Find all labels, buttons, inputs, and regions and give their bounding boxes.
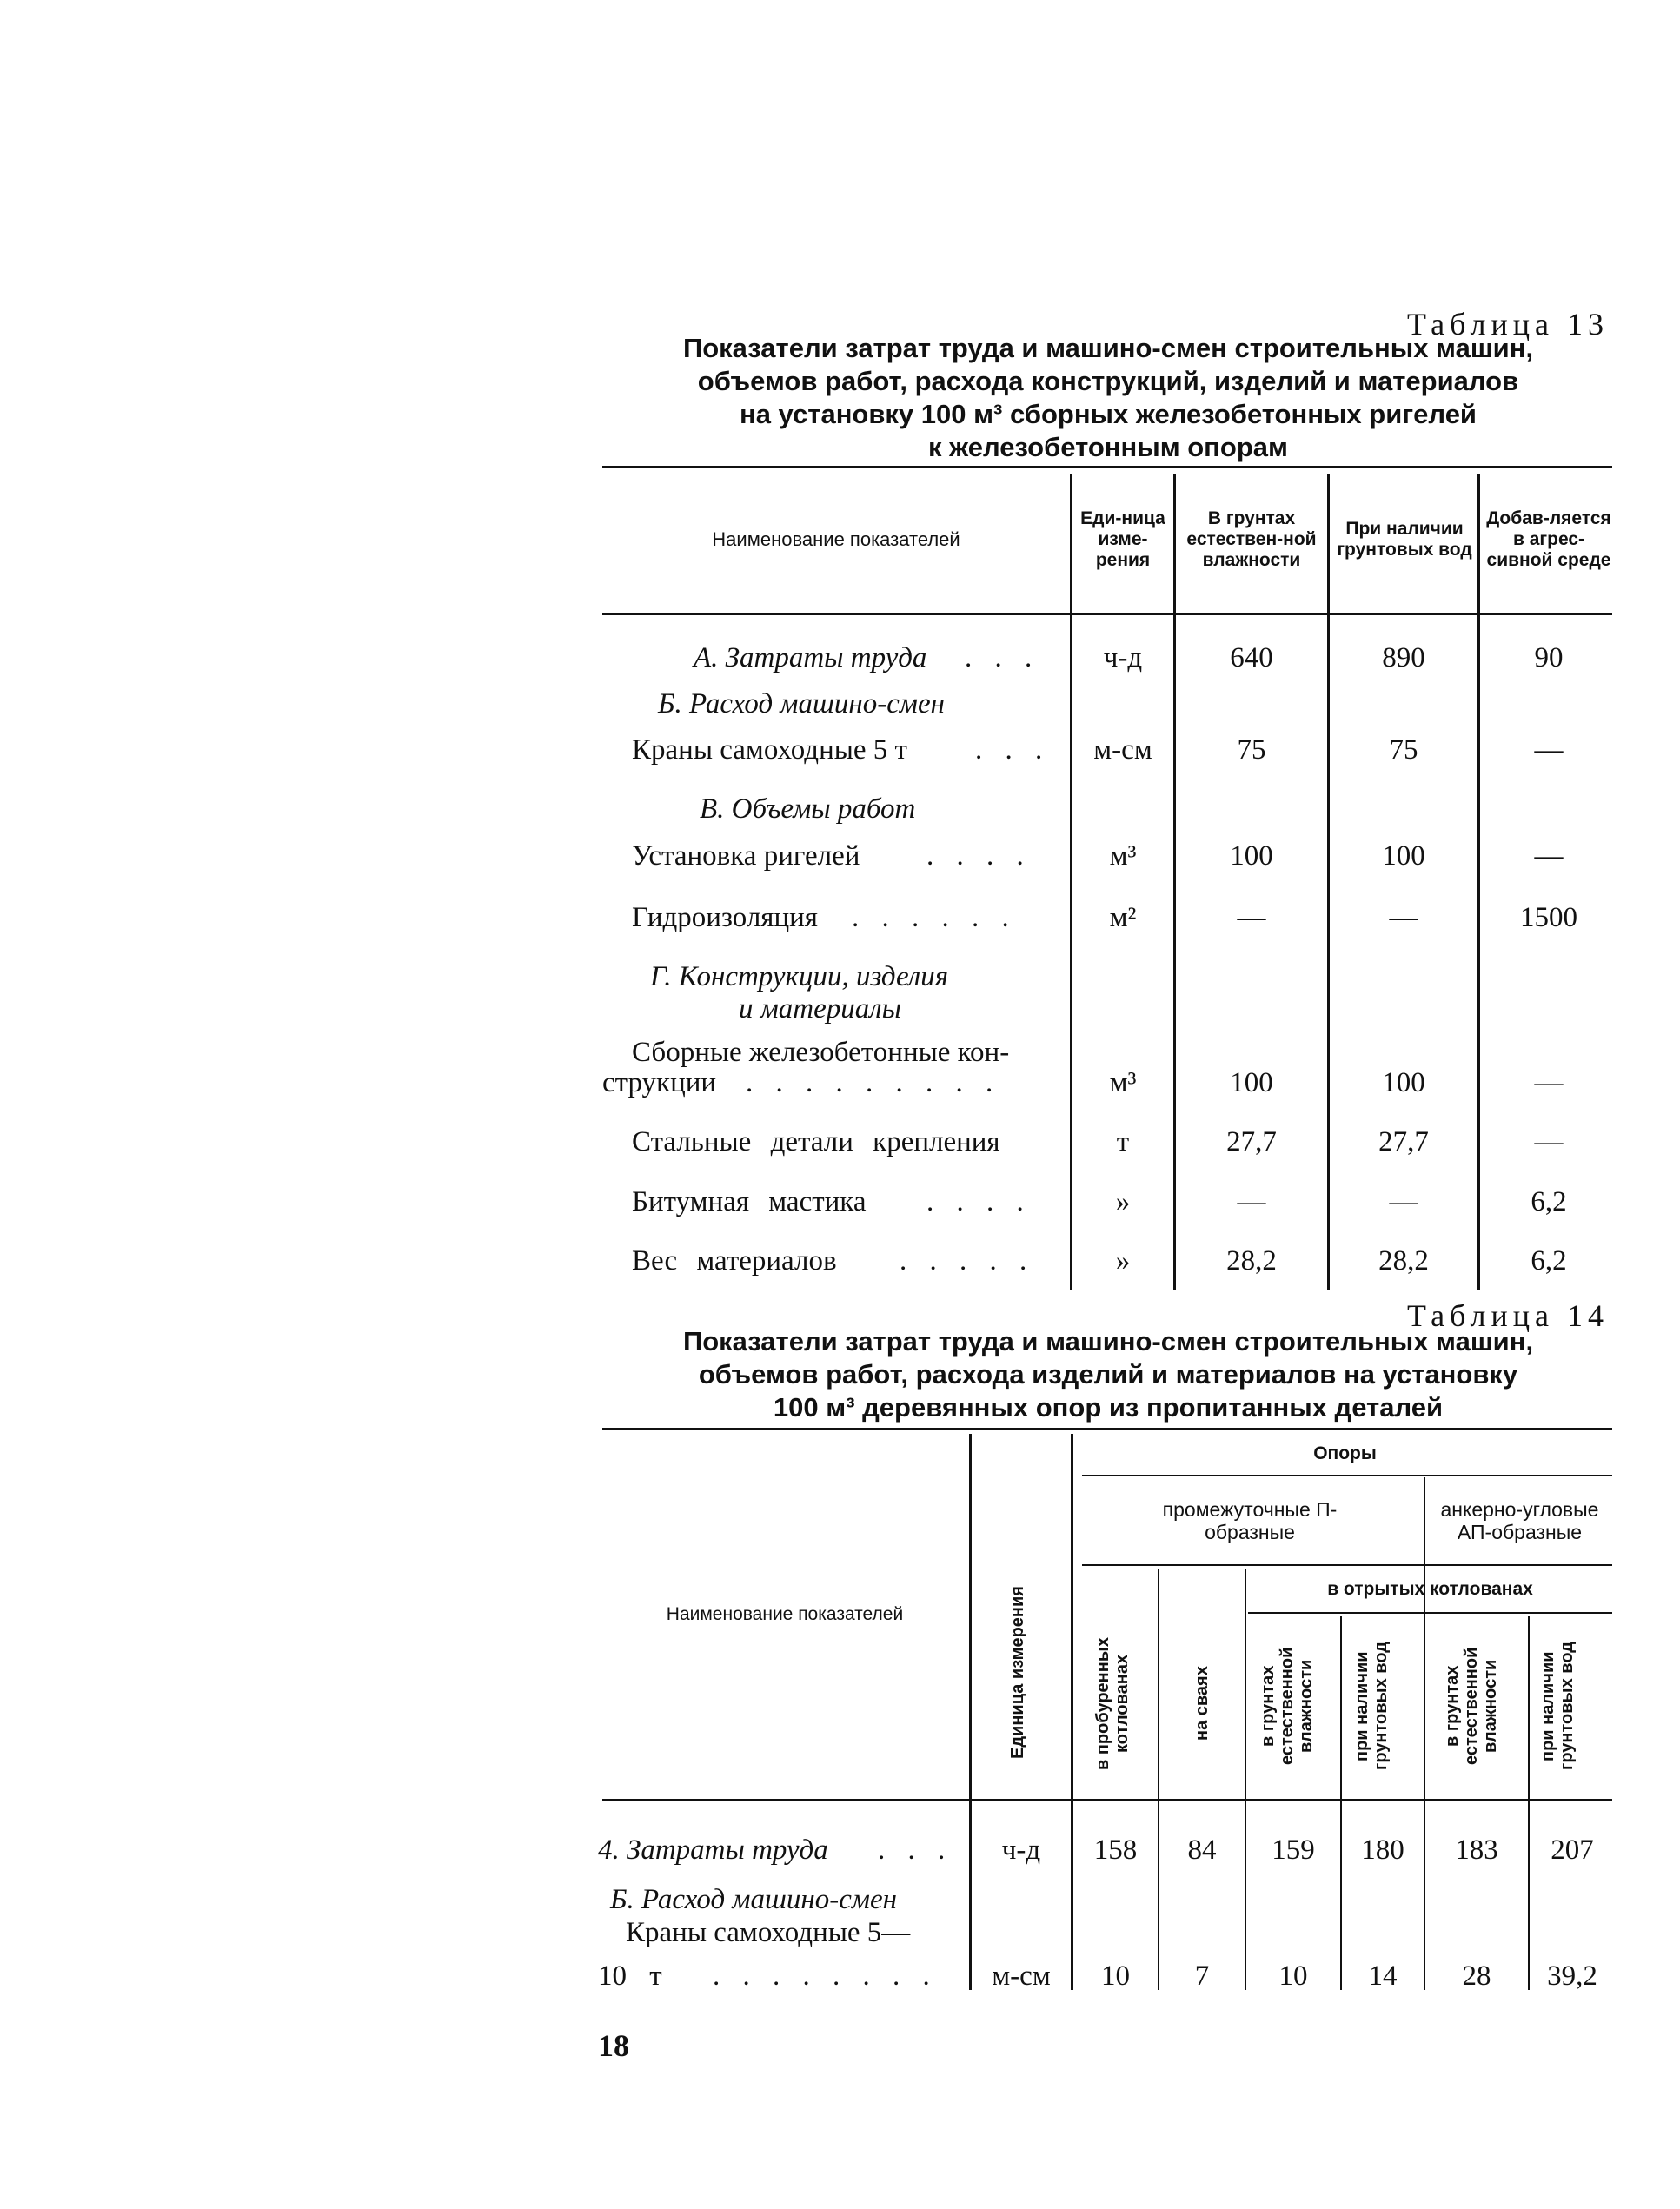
row-leader-dots: . . . .	[926, 1186, 1032, 1217]
cell-value: 14	[1368, 1960, 1398, 1992]
column-divider	[1070, 474, 1072, 1290]
cell-aggressive: —	[1534, 1126, 1564, 1158]
cell-groundwater: —	[1389, 902, 1418, 933]
cell-aggressive: —	[1534, 1067, 1564, 1098]
caption-line: на установку 100 м³ сборных железобетонных ригелей	[739, 399, 1477, 429]
row-name: 10 т	[598, 1960, 662, 1992]
table-13-top-rule	[602, 466, 1612, 468]
cell-unit: »	[1115, 1245, 1131, 1277]
header-natural-moisture: В грунтах естествен-ной влажности	[1186, 508, 1317, 570]
rule-under-supports	[1082, 1475, 1612, 1476]
row-name: Вес материалов	[632, 1245, 837, 1277]
cell-aggressive: —	[1534, 840, 1564, 872]
table-13-label: Таблица 13	[1407, 307, 1609, 342]
cell-unit: м²	[1109, 902, 1137, 933]
cell-natural: 27,7	[1226, 1126, 1277, 1158]
cell-unit: т	[1116, 1126, 1130, 1158]
cell-value: 84	[1187, 1834, 1217, 1866]
cell-value: 10	[1101, 1960, 1130, 1992]
page-number: 18	[598, 2028, 629, 2063]
cell-aggressive: 1500	[1520, 902, 1577, 933]
cell-aggressive: 6,2	[1531, 1186, 1567, 1217]
section-heading: и материалы	[739, 993, 902, 1025]
column-divider	[969, 1434, 972, 1990]
rule-under-types	[1082, 1564, 1612, 1566]
cell-groundwater: 27,7	[1378, 1126, 1429, 1158]
cell-aggressive: 6,2	[1531, 1245, 1567, 1277]
cell-groundwater: 28,2	[1378, 1245, 1429, 1277]
caption-line: Показатели затрат труда и машино-смен строительных машин,	[682, 1326, 1534, 1357]
cell-groundwater: 75	[1389, 734, 1418, 766]
header-anc-natural: в грунтах естественной влажности	[1443, 1647, 1500, 1766]
cell-unit: м³	[1109, 1067, 1137, 1098]
row-leader-dots: . . .	[878, 1834, 953, 1866]
cell-groundwater: 100	[1382, 1067, 1425, 1098]
cell-value: 28	[1462, 1960, 1491, 1992]
cell-natural: —	[1237, 902, 1266, 933]
header-drilled-pits: в пробуренных котлованах	[1093, 1636, 1132, 1770]
row-name: 4. Затраты труда	[598, 1834, 828, 1866]
section-heading: В. Объемы работ	[700, 793, 916, 825]
cell-natural: 640	[1230, 642, 1273, 673]
cell-unit: »	[1115, 1186, 1131, 1217]
cell-value: 159	[1272, 1834, 1315, 1866]
column-divider	[1424, 1477, 1425, 1990]
row-name: А. Затраты труда	[694, 642, 927, 673]
header-anchor-angular: анкерно-угловые АП-образные	[1440, 1498, 1599, 1543]
cell-unit: м³	[1109, 840, 1137, 872]
caption-line: объемов работ, расхода конструкций, изделий и материалов	[697, 366, 1519, 396]
cell-value: 183	[1455, 1834, 1498, 1866]
cell-aggressive: —	[1534, 734, 1564, 766]
caption-line: к железобетонным опорам	[928, 432, 1288, 462]
caption-line: объемов работ, расхода изделий и материалов на установку	[698, 1359, 1518, 1390]
header-int-groundwater: при наличии грунтовых вод	[1352, 1642, 1391, 1771]
row-leader-dots: . . . . . . . .	[713, 1960, 938, 1992]
column-divider	[1173, 474, 1176, 1290]
row-name: Стальные детали крепления	[632, 1126, 1000, 1158]
cell-natural: 75	[1237, 734, 1266, 766]
row-leader-dots: . . . . . .	[852, 902, 1017, 933]
row-leader-dots: . . . . . . . . .	[746, 1067, 1001, 1098]
column-divider	[1477, 474, 1480, 1290]
column-divider	[1071, 1434, 1073, 1990]
cell-value: 207	[1551, 1834, 1594, 1866]
caption-line: 100 м³ деревянных опор из пропитанных деталей	[773, 1392, 1444, 1423]
cell-value: 180	[1361, 1834, 1404, 1866]
cell-groundwater: —	[1389, 1186, 1418, 1217]
row-name: Гидроизоляция	[632, 902, 818, 933]
row-leader-dots: . . .	[975, 734, 1051, 766]
column-divider	[1528, 1616, 1530, 1990]
header-groundwater: При наличии грунтовых вод	[1337, 519, 1472, 560]
cell-groundwater: 890	[1382, 642, 1425, 673]
cell-natural: 100	[1230, 1067, 1273, 1098]
section-heading: Б. Расход машино-смен	[658, 688, 945, 720]
cell-unit: ч-д	[1001, 1834, 1041, 1866]
row-name: Сборные железобетонные кон-	[632, 1037, 1010, 1068]
row-name: Установка ригелей	[632, 840, 860, 872]
column-divider	[1327, 474, 1330, 1290]
row-name: Битумная мастика	[632, 1186, 867, 1217]
cell-natural: 100	[1230, 840, 1273, 872]
header-open-pits: в отрытых котлованах	[1327, 1579, 1533, 1599]
header-piles: на сваях	[1192, 1666, 1212, 1741]
table-14-top-rule	[602, 1428, 1612, 1430]
cell-natural: —	[1237, 1186, 1266, 1217]
cell-natural: 28,2	[1226, 1245, 1277, 1277]
cell-aggressive: 90	[1534, 642, 1564, 673]
header-supports: Опоры	[1313, 1443, 1377, 1463]
table-14-label: Таблица 14	[1407, 1298, 1609, 1333]
table-13-header-rule	[602, 613, 1612, 615]
row-leader-dots: . . . .	[926, 840, 1032, 872]
row-name: Краны самоходные 5—	[626, 1917, 911, 1948]
cell-unit: ч-д	[1103, 642, 1143, 673]
cell-unit: м-см	[992, 1960, 1051, 1992]
row-name: струкции	[602, 1067, 717, 1098]
cell-unit: м-см	[1093, 734, 1152, 766]
header-anc-groundwater: при наличии грунтовых вод	[1538, 1642, 1577, 1771]
column-divider	[1158, 1569, 1159, 1990]
row-name: Краны самоходные 5 т	[632, 734, 907, 766]
cell-groundwater: 100	[1382, 840, 1425, 872]
header-name: Наименование показателей	[712, 528, 960, 550]
header-intermediate: промежуточные П-образные	[1162, 1498, 1338, 1543]
caption-line: Показатели затрат труда и машино-смен строительных машин,	[682, 333, 1534, 363]
cell-value: 39,2	[1547, 1960, 1597, 1992]
header-aggressive: Добав-ляется в агрес-сивной среде	[1486, 508, 1611, 570]
cell-value: 10	[1278, 1960, 1308, 1992]
table-14-caption	[600, 1325, 1617, 1424]
row-leader-dots: . . . . .	[900, 1245, 1035, 1277]
row-leader-dots: . . .	[965, 642, 1040, 673]
header-name: Наименование показателей	[666, 1603, 904, 1624]
cell-value: 158	[1093, 1834, 1138, 1866]
header-int-natural: в грунтах естественной влажности	[1258, 1647, 1316, 1766]
section-heading: Г. Конструкции, изделия	[650, 961, 949, 992]
table-14-header-rule	[602, 1799, 1612, 1801]
table-13-caption	[600, 332, 1617, 464]
cell-value: 7	[1194, 1960, 1210, 1992]
section-heading: Б. Расход машино-смен	[610, 1884, 897, 1915]
column-divider	[1245, 1569, 1246, 1990]
header-unit: Единица измерения	[1008, 1586, 1027, 1760]
rule-under-open-pits	[1248, 1612, 1612, 1614]
header-unit: Еди-ница изме-рения	[1080, 508, 1165, 570]
column-divider	[1340, 1616, 1342, 1990]
